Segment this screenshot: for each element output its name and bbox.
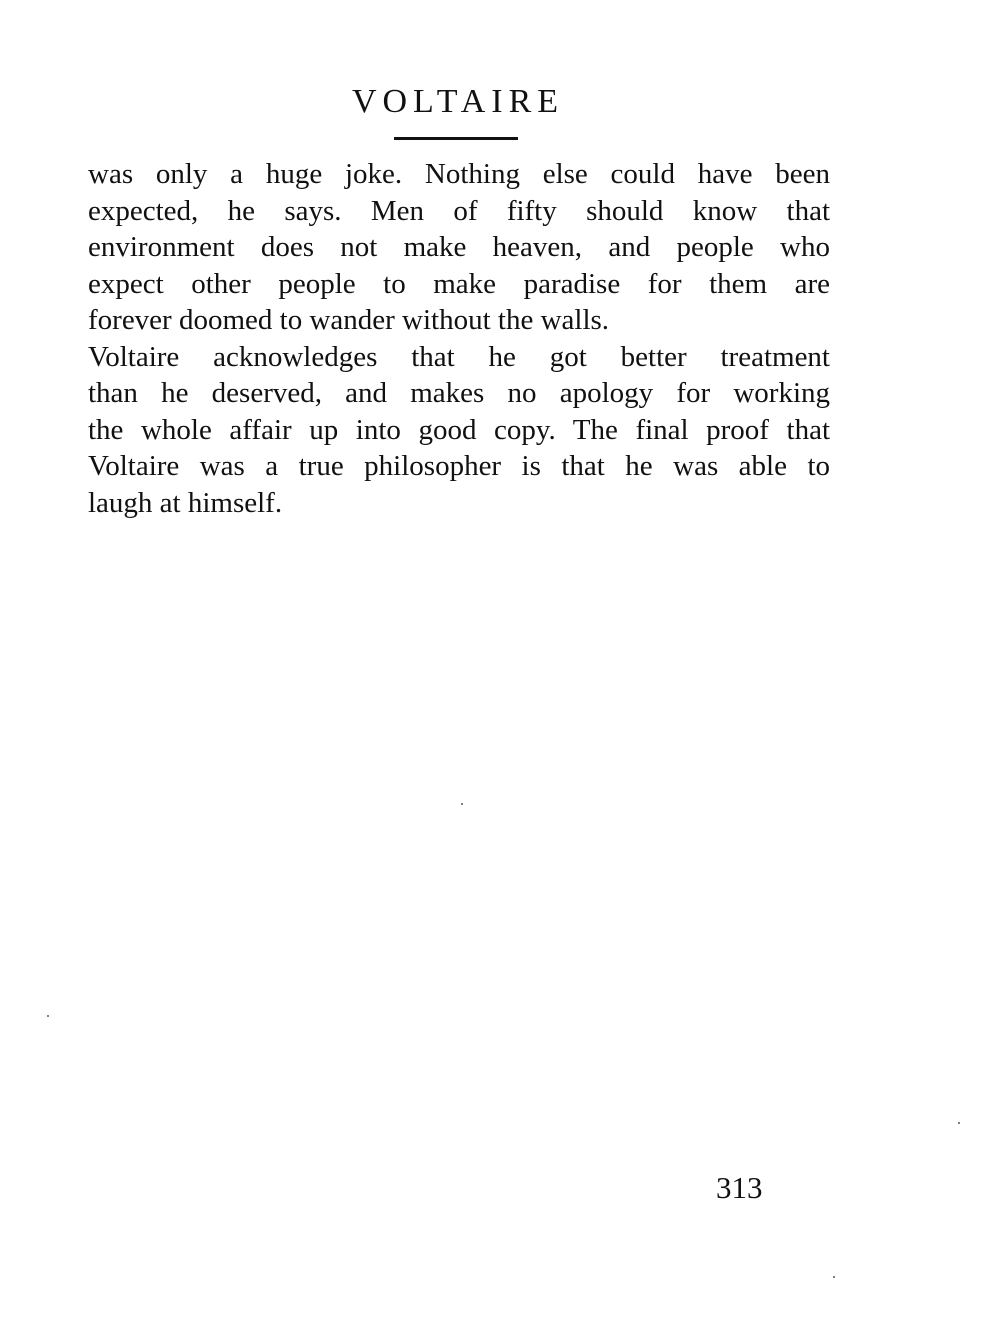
paragraph-2 (88, 339, 830, 522)
text-line: than he deserved, and makes no apology for working (88, 377, 830, 409)
running-head-title: VOLTAIRE (351, 83, 565, 120)
page-number: 313 (716, 1170, 763, 1205)
text-line: environment does not make heaven, and people who (88, 231, 830, 263)
text-line: Voltaire acknowledges that he got better treatment (88, 340, 830, 373)
scan-speck (461, 803, 463, 805)
text-line: expected, he says. Men of fifty should know that (88, 194, 830, 227)
text-line: was only a huge joke. Nothing else could have been (88, 158, 830, 190)
paragraph-1 (88, 156, 830, 339)
text-line: expect other people to make paradise for them are (88, 267, 830, 300)
header-rule (394, 137, 518, 140)
text-line: the whole affair up into good copy. The final proof that (88, 413, 830, 446)
body-text (88, 156, 830, 521)
text-line: laugh at himself. (88, 486, 283, 519)
scan-speck (47, 1015, 49, 1017)
text-line: forever doomed to wander without the walls. (88, 304, 610, 336)
text-line: Voltaire was a true philosopher is that he was able to (88, 450, 830, 482)
scan-speck (833, 1276, 835, 1278)
scan-speck (958, 1122, 960, 1124)
